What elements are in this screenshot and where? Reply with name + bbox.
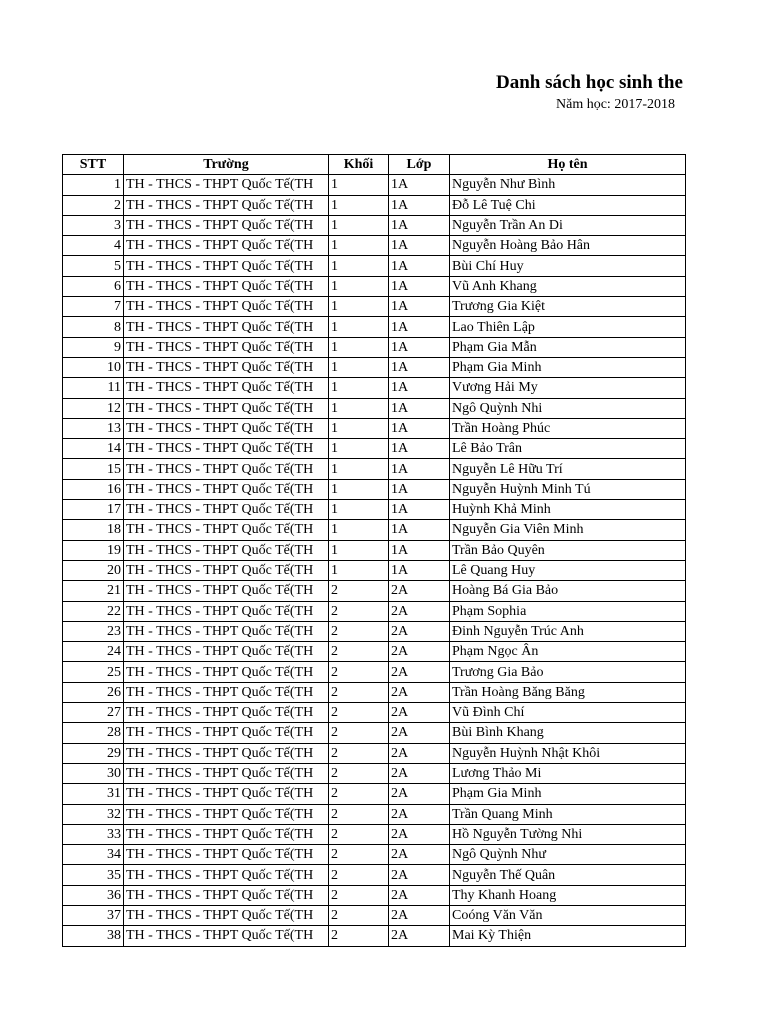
cell-class: 2A — [389, 824, 450, 844]
cell-grade: 2 — [329, 743, 389, 763]
cell-school: TH - THCS - THPT Quốc Tế(TH — [124, 378, 329, 398]
cell-student-name: Vũ Đình Chí — [450, 703, 686, 723]
table-row — [63, 479, 686, 499]
cell-stt: 32 — [63, 804, 124, 824]
table-row — [63, 520, 686, 540]
table-row — [63, 540, 686, 560]
cell-grade: 1 — [329, 520, 389, 540]
cell-class: 2A — [389, 703, 450, 723]
cell-grade: 1 — [329, 215, 389, 235]
cell-school: TH - THCS - THPT Quốc Tế(TH — [124, 337, 329, 357]
column-header-name: Họ tên — [450, 155, 686, 175]
cell-school: TH - THCS - THPT Quốc Tế(TH — [124, 256, 329, 276]
cell-class: 1A — [389, 459, 450, 479]
cell-school: TH - THCS - THPT Quốc Tế(TH — [124, 682, 329, 702]
cell-school: TH - THCS - THPT Quốc Tế(TH — [124, 297, 329, 317]
table-row — [63, 865, 686, 885]
cell-grade: 1 — [329, 236, 389, 256]
cell-stt: 30 — [63, 763, 124, 783]
cell-stt: 4 — [63, 236, 124, 256]
cell-stt: 33 — [63, 824, 124, 844]
cell-school: TH - THCS - THPT Quốc Tế(TH — [124, 520, 329, 540]
cell-stt: 29 — [63, 743, 124, 763]
cell-grade: 1 — [329, 175, 389, 195]
cell-class: 2A — [389, 682, 450, 702]
cell-class: 2A — [389, 885, 450, 905]
cell-stt: 35 — [63, 865, 124, 885]
cell-school: TH - THCS - THPT Quốc Tế(TH — [124, 236, 329, 256]
cell-stt: 36 — [63, 885, 124, 905]
cell-school: TH - THCS - THPT Quốc Tế(TH — [124, 439, 329, 459]
cell-stt: 20 — [63, 560, 124, 580]
cell-school: TH - THCS - THPT Quốc Tế(TH — [124, 703, 329, 723]
cell-student-name: Bùi Chí Huy — [450, 256, 686, 276]
cell-grade: 2 — [329, 824, 389, 844]
cell-school: TH - THCS - THPT Quốc Tế(TH — [124, 601, 329, 621]
cell-stt: 11 — [63, 378, 124, 398]
cell-class: 2A — [389, 642, 450, 662]
cell-school: TH - THCS - THPT Quốc Tế(TH — [124, 824, 329, 844]
cell-student-name: Huỳnh Khả Minh — [450, 500, 686, 520]
table-row — [63, 337, 686, 357]
cell-grade: 1 — [329, 479, 389, 499]
school-year-label: Năm học: 2017-2018 — [556, 97, 675, 112]
cell-grade: 1 — [329, 418, 389, 438]
cell-stt: 10 — [63, 357, 124, 377]
cell-class: 1A — [389, 540, 450, 560]
cell-stt: 31 — [63, 784, 124, 804]
table-row — [63, 824, 686, 844]
cell-stt: 27 — [63, 703, 124, 723]
table-row — [63, 703, 686, 723]
cell-class: 2A — [389, 621, 450, 641]
cell-stt: 18 — [63, 520, 124, 540]
cell-student-name: Nguyễn Gia Viên Minh — [450, 520, 686, 540]
cell-class: 2A — [389, 845, 450, 865]
table-row — [63, 256, 686, 276]
column-header-stt: STT — [63, 155, 124, 175]
cell-student-name: Coóng Văn Văn — [450, 905, 686, 925]
table-row — [63, 581, 686, 601]
table-row — [63, 662, 686, 682]
cell-school: TH - THCS - THPT Quốc Tế(TH — [124, 763, 329, 783]
cell-class: 1A — [389, 357, 450, 377]
table-row — [63, 175, 686, 195]
cell-stt: 2 — [63, 195, 124, 215]
cell-stt: 12 — [63, 398, 124, 418]
cell-school: TH - THCS - THPT Quốc Tế(TH — [124, 418, 329, 438]
cell-student-name: Nguyễn Thế Quân — [450, 865, 686, 885]
table-row — [63, 804, 686, 824]
cell-student-name: Vũ Anh Khang — [450, 276, 686, 296]
cell-school: TH - THCS - THPT Quốc Tế(TH — [124, 175, 329, 195]
cell-school: TH - THCS - THPT Quốc Tế(TH — [124, 621, 329, 641]
cell-student-name: Lương Thảo Mi — [450, 763, 686, 783]
cell-stt: 19 — [63, 540, 124, 560]
cell-class: 2A — [389, 926, 450, 946]
cell-class: 1A — [389, 317, 450, 337]
cell-stt: 13 — [63, 418, 124, 438]
cell-stt: 3 — [63, 215, 124, 235]
table-row — [63, 215, 686, 235]
table-row — [63, 723, 686, 743]
cell-grade: 1 — [329, 317, 389, 337]
cell-grade: 1 — [329, 560, 389, 580]
cell-school: TH - THCS - THPT Quốc Tế(TH — [124, 743, 329, 763]
cell-grade: 2 — [329, 703, 389, 723]
cell-student-name: Thy Khanh Hoang — [450, 885, 686, 905]
cell-student-name: Ngô Quỳnh Nhi — [450, 398, 686, 418]
cell-grade: 2 — [329, 865, 389, 885]
cell-grade: 2 — [329, 804, 389, 824]
table-row — [63, 418, 686, 438]
cell-stt: 9 — [63, 337, 124, 357]
cell-stt: 17 — [63, 500, 124, 520]
cell-class: 2A — [389, 601, 450, 621]
cell-school: TH - THCS - THPT Quốc Tế(TH — [124, 560, 329, 580]
cell-stt: 15 — [63, 459, 124, 479]
cell-class: 1A — [389, 418, 450, 438]
table-row — [63, 642, 686, 662]
cell-class: 1A — [389, 195, 450, 215]
cell-class: 1A — [389, 215, 450, 235]
cell-school: TH - THCS - THPT Quốc Tế(TH — [124, 885, 329, 905]
cell-class: 1A — [389, 175, 450, 195]
table-row — [63, 845, 686, 865]
cell-class: 1A — [389, 520, 450, 540]
cell-student-name: Nguyễn Hoàng Bảo Hân — [450, 236, 686, 256]
table-row — [63, 357, 686, 377]
table-row — [63, 926, 686, 946]
cell-student-name: Nguyễn Như Bình — [450, 175, 686, 195]
cell-school: TH - THCS - THPT Quốc Tế(TH — [124, 581, 329, 601]
table-row — [63, 276, 686, 296]
cell-class: 2A — [389, 743, 450, 763]
cell-student-name: Hồ Nguyễn Tường Nhi — [450, 824, 686, 844]
cell-grade: 2 — [329, 723, 389, 743]
cell-student-name: Nguyễn Trần An Di — [450, 215, 686, 235]
table-row — [63, 195, 686, 215]
cell-stt: 14 — [63, 439, 124, 459]
cell-school: TH - THCS - THPT Quốc Tế(TH — [124, 215, 329, 235]
cell-grade: 1 — [329, 398, 389, 418]
cell-school: TH - THCS - THPT Quốc Tế(TH — [124, 784, 329, 804]
cell-student-name: Nguyễn Huỳnh Minh Tú — [450, 479, 686, 499]
cell-grade: 1 — [329, 337, 389, 357]
table-row — [63, 763, 686, 783]
cell-class: 1A — [389, 256, 450, 276]
cell-student-name: Phạm Gia Mẫn — [450, 337, 686, 357]
cell-grade: 2 — [329, 662, 389, 682]
table-row — [63, 439, 686, 459]
table-body — [63, 175, 686, 946]
cell-student-name: Đỗ Lê Tuệ Chi — [450, 195, 686, 215]
cell-grade: 1 — [329, 459, 389, 479]
column-header-grade: Khối — [329, 155, 389, 175]
cell-grade: 2 — [329, 845, 389, 865]
table-row — [63, 784, 686, 804]
cell-school: TH - THCS - THPT Quốc Tế(TH — [124, 357, 329, 377]
table-row — [63, 317, 686, 337]
cell-class: 2A — [389, 723, 450, 743]
cell-class: 2A — [389, 784, 450, 804]
cell-grade: 2 — [329, 682, 389, 702]
cell-school: TH - THCS - THPT Quốc Tế(TH — [124, 479, 329, 499]
cell-school: TH - THCS - THPT Quốc Tế(TH — [124, 317, 329, 337]
cell-grade: 2 — [329, 926, 389, 946]
column-header-class: Lớp — [389, 155, 450, 175]
table-row — [63, 297, 686, 317]
cell-student-name: Trương Gia Bảo — [450, 662, 686, 682]
page-title: Danh sách học sinh the — [496, 72, 683, 93]
table-row — [63, 560, 686, 580]
cell-student-name: Lê Bảo Trân — [450, 439, 686, 459]
cell-school: TH - THCS - THPT Quốc Tế(TH — [124, 845, 329, 865]
cell-grade: 1 — [329, 439, 389, 459]
cell-grade: 1 — [329, 195, 389, 215]
cell-stt: 25 — [63, 662, 124, 682]
cell-grade: 2 — [329, 885, 389, 905]
cell-class: 1A — [389, 439, 450, 459]
cell-stt: 6 — [63, 276, 124, 296]
cell-school: TH - THCS - THPT Quốc Tế(TH — [124, 804, 329, 824]
table-row — [63, 743, 686, 763]
cell-student-name: Nguyễn Huỳnh Nhật Khôi — [450, 743, 686, 763]
cell-class: 1A — [389, 378, 450, 398]
cell-student-name: Bùi Bình Khang — [450, 723, 686, 743]
table-header-row — [63, 155, 686, 175]
student-roster-table — [62, 154, 686, 947]
cell-class: 1A — [389, 337, 450, 357]
cell-grade: 1 — [329, 256, 389, 276]
cell-class: 1A — [389, 560, 450, 580]
cell-school: TH - THCS - THPT Quốc Tế(TH — [124, 642, 329, 662]
cell-grade: 1 — [329, 378, 389, 398]
cell-stt: 28 — [63, 723, 124, 743]
cell-student-name: Trần Hoàng Phúc — [450, 418, 686, 438]
cell-student-name: Đinh Nguyễn Trúc Anh — [450, 621, 686, 641]
cell-student-name: Phạm Ngọc Ân — [450, 642, 686, 662]
cell-student-name: Hoàng Bá Gia Bảo — [450, 581, 686, 601]
cell-class: 1A — [389, 479, 450, 499]
cell-stt: 22 — [63, 601, 124, 621]
cell-stt: 21 — [63, 581, 124, 601]
cell-grade: 1 — [329, 276, 389, 296]
cell-stt: 38 — [63, 926, 124, 946]
table-row — [63, 378, 686, 398]
cell-stt: 7 — [63, 297, 124, 317]
cell-grade: 2 — [329, 621, 389, 641]
cell-grade: 1 — [329, 357, 389, 377]
table-row — [63, 500, 686, 520]
table-row — [63, 398, 686, 418]
cell-school: TH - THCS - THPT Quốc Tế(TH — [124, 398, 329, 418]
cell-class: 2A — [389, 662, 450, 682]
cell-student-name: Lê Quang Huy — [450, 560, 686, 580]
cell-stt: 26 — [63, 682, 124, 702]
table-row — [63, 236, 686, 256]
cell-stt: 23 — [63, 621, 124, 641]
cell-class: 2A — [389, 804, 450, 824]
cell-grade: 2 — [329, 763, 389, 783]
table-row — [63, 601, 686, 621]
cell-grade: 2 — [329, 642, 389, 662]
table-row — [63, 682, 686, 702]
cell-student-name: Trương Gia Kiệt — [450, 297, 686, 317]
cell-student-name: Trần Hoàng Băng Băng — [450, 682, 686, 702]
cell-student-name: Lao Thiên Lập — [450, 317, 686, 337]
cell-student-name: Ngô Quỳnh Như — [450, 845, 686, 865]
cell-school: TH - THCS - THPT Quốc Tế(TH — [124, 926, 329, 946]
cell-stt: 16 — [63, 479, 124, 499]
cell-student-name: Trần Quang Minh — [450, 804, 686, 824]
cell-school: TH - THCS - THPT Quốc Tế(TH — [124, 723, 329, 743]
cell-student-name: Trần Bảo Quyên — [450, 540, 686, 560]
cell-class: 2A — [389, 581, 450, 601]
cell-class: 2A — [389, 865, 450, 885]
cell-school: TH - THCS - THPT Quốc Tế(TH — [124, 500, 329, 520]
table-row — [63, 459, 686, 479]
cell-stt: 37 — [63, 905, 124, 925]
column-header-school: Trường — [124, 155, 329, 175]
cell-stt: 5 — [63, 256, 124, 276]
cell-student-name: Nguyễn Lê Hữu Trí — [450, 459, 686, 479]
cell-stt: 24 — [63, 642, 124, 662]
cell-school: TH - THCS - THPT Quốc Tế(TH — [124, 905, 329, 925]
cell-class: 1A — [389, 276, 450, 296]
cell-class: 1A — [389, 398, 450, 418]
cell-grade: 1 — [329, 297, 389, 317]
cell-grade: 2 — [329, 784, 389, 804]
cell-school: TH - THCS - THPT Quốc Tế(TH — [124, 540, 329, 560]
cell-school: TH - THCS - THPT Quốc Tế(TH — [124, 662, 329, 682]
cell-school: TH - THCS - THPT Quốc Tế(TH — [124, 459, 329, 479]
cell-class: 2A — [389, 763, 450, 783]
cell-grade: 2 — [329, 581, 389, 601]
cell-grade: 1 — [329, 500, 389, 520]
cell-student-name: Phạm Gia Minh — [450, 784, 686, 804]
cell-student-name: Mai Kỳ Thiện — [450, 926, 686, 946]
cell-school: TH - THCS - THPT Quốc Tế(TH — [124, 865, 329, 885]
cell-student-name: Phạm Gia Minh — [450, 357, 686, 377]
cell-student-name: Vương Hải My — [450, 378, 686, 398]
cell-class: 1A — [389, 500, 450, 520]
cell-grade: 1 — [329, 540, 389, 560]
cell-school: TH - THCS - THPT Quốc Tế(TH — [124, 195, 329, 215]
cell-class: 1A — [389, 297, 450, 317]
cell-grade: 2 — [329, 601, 389, 621]
cell-class: 2A — [389, 905, 450, 925]
cell-school: TH - THCS - THPT Quốc Tế(TH — [124, 276, 329, 296]
table-row — [63, 905, 686, 925]
table-row — [63, 885, 686, 905]
cell-class: 1A — [389, 236, 450, 256]
cell-stt: 8 — [63, 317, 124, 337]
cell-stt: 1 — [63, 175, 124, 195]
cell-grade: 2 — [329, 905, 389, 925]
table-row — [63, 621, 686, 641]
cell-stt: 34 — [63, 845, 124, 865]
cell-student-name: Phạm Sophia — [450, 601, 686, 621]
